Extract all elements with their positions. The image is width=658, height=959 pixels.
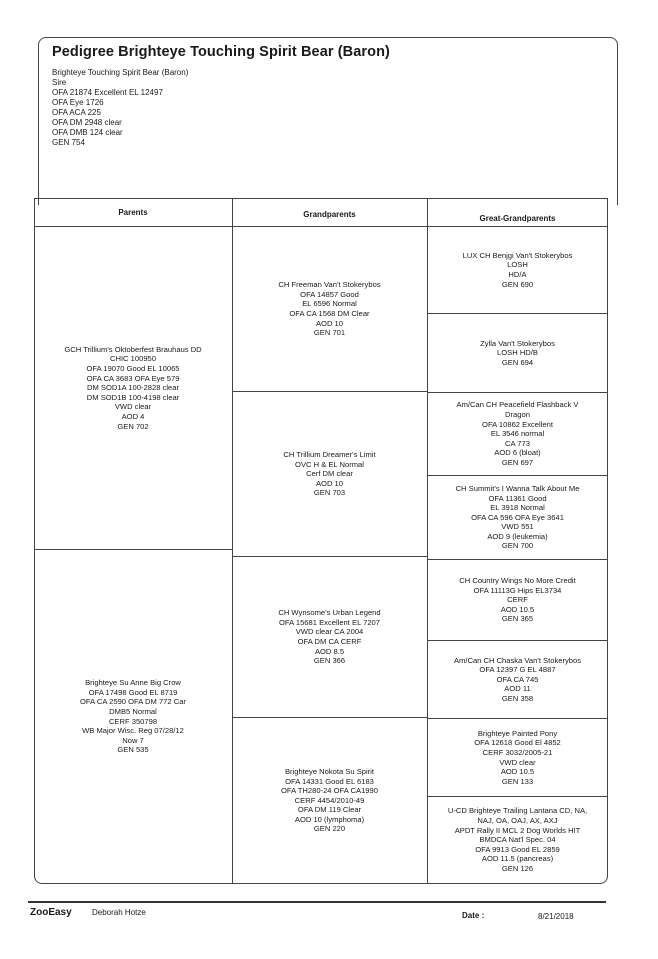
- dog-detail-line: OFA CA 745: [496, 674, 539, 684]
- footer-date-label: Date :: [462, 911, 485, 920]
- dog-detail-line: VWD 551: [501, 522, 534, 532]
- great-grandparent-cell: [427, 560, 608, 640]
- dog-detail-line: AOD 6 (bloat): [494, 448, 541, 458]
- dog-detail-line: OFA 17498 Good EL 8719: [88, 687, 178, 697]
- grandparent-cell: [232, 392, 427, 556]
- great-grandparent-cell: [427, 393, 608, 475]
- dog-detail-line: GEN 694: [501, 357, 534, 367]
- dog-name: U-CD Brighteye Trailing Lantana CD, NA,: [447, 806, 588, 816]
- dog-detail-line: GEN 701: [313, 328, 346, 338]
- dog-name: LUX CH Benjgi Van't Stokerybos: [462, 250, 573, 260]
- dog-name: CH Trillium Dreamer's Limit: [283, 450, 376, 460]
- dog-detail-line: AOD 4: [121, 411, 145, 421]
- dog-detail-line: Dragon: [505, 410, 530, 420]
- dog-detail-line: GEN 690: [501, 279, 534, 289]
- dog-detail-line: LOSH HD/B: [497, 348, 538, 358]
- dog-detail-line: GEN 703: [313, 488, 346, 498]
- column-header-parents: Parents: [118, 208, 148, 217]
- dog-detail-line: GEN 220: [313, 824, 346, 834]
- dog-name: CH Summit's I Wanna Talk About Me: [455, 483, 580, 493]
- subject-sex: Sire: [52, 78, 67, 87]
- dog-detail-line: AOD 8.5: [314, 646, 345, 656]
- dog-name: Brighteye Su Anne Big Crow: [85, 678, 181, 688]
- subject-line: OFA DMB 124 clear: [52, 128, 123, 137]
- dog-name: Brighteye Nokota Su Spirit: [284, 766, 375, 776]
- footer-logo: ZooEasy: [30, 907, 72, 918]
- dog-detail-line: CHIC 100950: [109, 354, 156, 364]
- great-grandparent-cell: [427, 227, 608, 313]
- great-grandparent-cell: [427, 641, 608, 718]
- dog-detail-line: GEN 700: [501, 541, 534, 551]
- dog-detail-line: Cerf DM clear: [306, 469, 353, 479]
- dog-detail-line: OFA CA 596 OFA Eye 3641: [471, 512, 564, 522]
- dog-detail-line: OFA DM 119 Clear: [297, 805, 362, 815]
- dog-detail-line: AOD 10.5: [500, 767, 535, 777]
- subject-line: OFA 21874 Excellent EL 12497: [52, 88, 163, 97]
- dog-detail-line: GEN 358: [501, 693, 534, 703]
- parent-dam-cell: [34, 550, 232, 883]
- dog-name: CH Country Wings No More Credit: [459, 576, 576, 586]
- dog-detail-line: GEN 366: [313, 656, 346, 666]
- dog-detail-line: OFA 10862 Excellent: [482, 419, 553, 429]
- dog-detail-line: EL 3546 normal: [490, 429, 545, 439]
- dog-detail-line: AOD 10.5: [500, 604, 535, 614]
- footer-owner: Deborah Hotze: [92, 908, 146, 917]
- page-title: Pedigree Brighteye Touching Spirit Bear (Baron): [52, 44, 390, 60]
- dog-detail-line: CERF 350798: [108, 716, 158, 726]
- dog-detail-line: APDT Rally II MCL 2 Dog Worlds HIT: [454, 825, 581, 835]
- dog-detail-line: AOD 10: [315, 478, 343, 488]
- grandparent-cell: [232, 718, 427, 883]
- dog-detail-line: CERF 3032/2005-21: [482, 747, 553, 757]
- footer-date: 8/21/2018: [538, 912, 574, 921]
- dog-name: CH Freeman Van't Stokerybos: [278, 280, 381, 290]
- dog-detail-line: OFA 11113G Hips EL3734: [473, 585, 562, 595]
- dog-detail-line: NAJ, OA, OAJ, AX, AXJ: [477, 816, 558, 826]
- dog-name: CH Wynsome's Urban Legend: [278, 608, 381, 618]
- dog-detail-line: AOD 11: [504, 684, 531, 694]
- dog-detail-line: GEN 535: [117, 745, 149, 755]
- dog-detail-line: GEN 697: [501, 457, 534, 467]
- footer-rule: [28, 901, 606, 903]
- dog-detail-line: OFA CA 1568 DM Clear: [289, 309, 370, 318]
- dog-detail-line: OVC H & EL Normal: [295, 459, 364, 469]
- great-grandparent-cell: [427, 797, 608, 883]
- dog-detail-line: OFA 14331 Good EL 6183: [285, 776, 374, 786]
- dog-name: Am/Can CH Peacefield Flashback V: [456, 400, 579, 410]
- subject-line: OFA ACA 225: [52, 108, 101, 117]
- dog-name: Am/Can CH Chaska Van't Stokerybos: [453, 655, 582, 665]
- dog-detail-line: OFA 9913 Good EL 2859: [475, 844, 560, 854]
- dog-detail-line: EL 6596 Normal: [302, 299, 357, 309]
- dog-detail-line: WB Major Wisc. Reg 07/28/12: [82, 726, 184, 736]
- dog-name: Brighteye Painted Pony: [477, 728, 558, 738]
- dog-detail-line: DM SOD1A 100-2828 clear: [86, 383, 179, 393]
- parent-sire-cell: [34, 227, 232, 549]
- dog-detail-line: BMDCA Nat'l Spec. 04: [479, 835, 556, 845]
- dog-detail-line: OFA TH280-24 OFA CA1990: [281, 786, 378, 796]
- subject-name: Brighteye Touching Spirit Bear (Baron): [52, 68, 189, 77]
- dog-detail-line: GEN 365: [501, 614, 534, 624]
- dog-detail-line: EL 3918 Normal: [490, 503, 545, 513]
- great-grandparent-cell: [427, 314, 608, 392]
- dog-detail-line: OFA 15681 Excellent EL 7207: [278, 617, 381, 627]
- great-grandparent-cell: [427, 719, 608, 796]
- dog-name: Zylla Van't Stokerybos: [480, 338, 555, 348]
- dog-detail-line: CA 773: [505, 438, 530, 448]
- column-header-grandparents: Grandparents: [303, 210, 356, 219]
- dog-detail-line: DMB5 Normal: [109, 706, 157, 716]
- dog-detail-line: OFA 14857 Good: [300, 289, 359, 299]
- dog-detail-line: OFA DM CA CERF: [297, 637, 362, 646]
- column-header-great-grandparents: Great-Grandparents: [479, 214, 556, 223]
- subject-line: OFA DM 2948 clear: [52, 118, 122, 127]
- dog-detail-line: GEN 702: [117, 421, 149, 431]
- dog-name: GCH Trillium's Oktoberfest Brauhaus DD: [64, 344, 202, 354]
- dog-detail-line: OFA CA 3683 OFA Eye 579: [86, 373, 180, 383]
- grandparent-cell: [232, 227, 427, 391]
- dog-detail-line: AOD 10: [315, 318, 343, 328]
- subject-info: [52, 68, 188, 148]
- dog-detail-line: OFA 12618 Good El 4852: [474, 738, 561, 748]
- dog-detail-line: CERF: [507, 595, 528, 605]
- dog-detail-line: VWD clear CA 2004: [295, 627, 364, 637]
- dog-detail-line: AOD 11.5 (pancreas): [481, 854, 554, 864]
- dog-detail-line: GEN 133: [501, 776, 534, 786]
- dog-detail-line: Now 7: [122, 735, 144, 745]
- dog-detail-line: AOD 10 (lymphoma): [294, 814, 365, 824]
- dog-detail-line: GEN 126: [501, 863, 534, 873]
- dog-detail-line: AOD 9 (leukemia): [487, 531, 548, 541]
- dog-detail-line: OFA 11361 Good: [488, 493, 547, 503]
- dog-detail-line: CERF 4454/2010-49: [294, 795, 365, 805]
- grandparent-cell: [232, 557, 427, 717]
- subject-line: OFA Eye 1726: [52, 98, 104, 107]
- great-grandparent-cell: [427, 476, 608, 559]
- dog-detail-line: VWD clear: [499, 757, 536, 767]
- dog-detail-line: OFA 12397 G EL 4887: [479, 665, 556, 675]
- dog-detail-line: OFA 19070 Good EL 10065: [86, 364, 180, 374]
- dog-detail-line: LOSH: [507, 260, 528, 270]
- dog-detail-line: VWD clear: [114, 402, 152, 412]
- dog-detail-line: OFA CA 2590 OFA DM 772 Car: [80, 697, 186, 707]
- subject-line: GEN 754: [52, 138, 85, 147]
- dog-detail-line: DM SOD1B 100-4198 clear: [86, 392, 180, 402]
- dog-detail-line: HD/A: [508, 270, 527, 279]
